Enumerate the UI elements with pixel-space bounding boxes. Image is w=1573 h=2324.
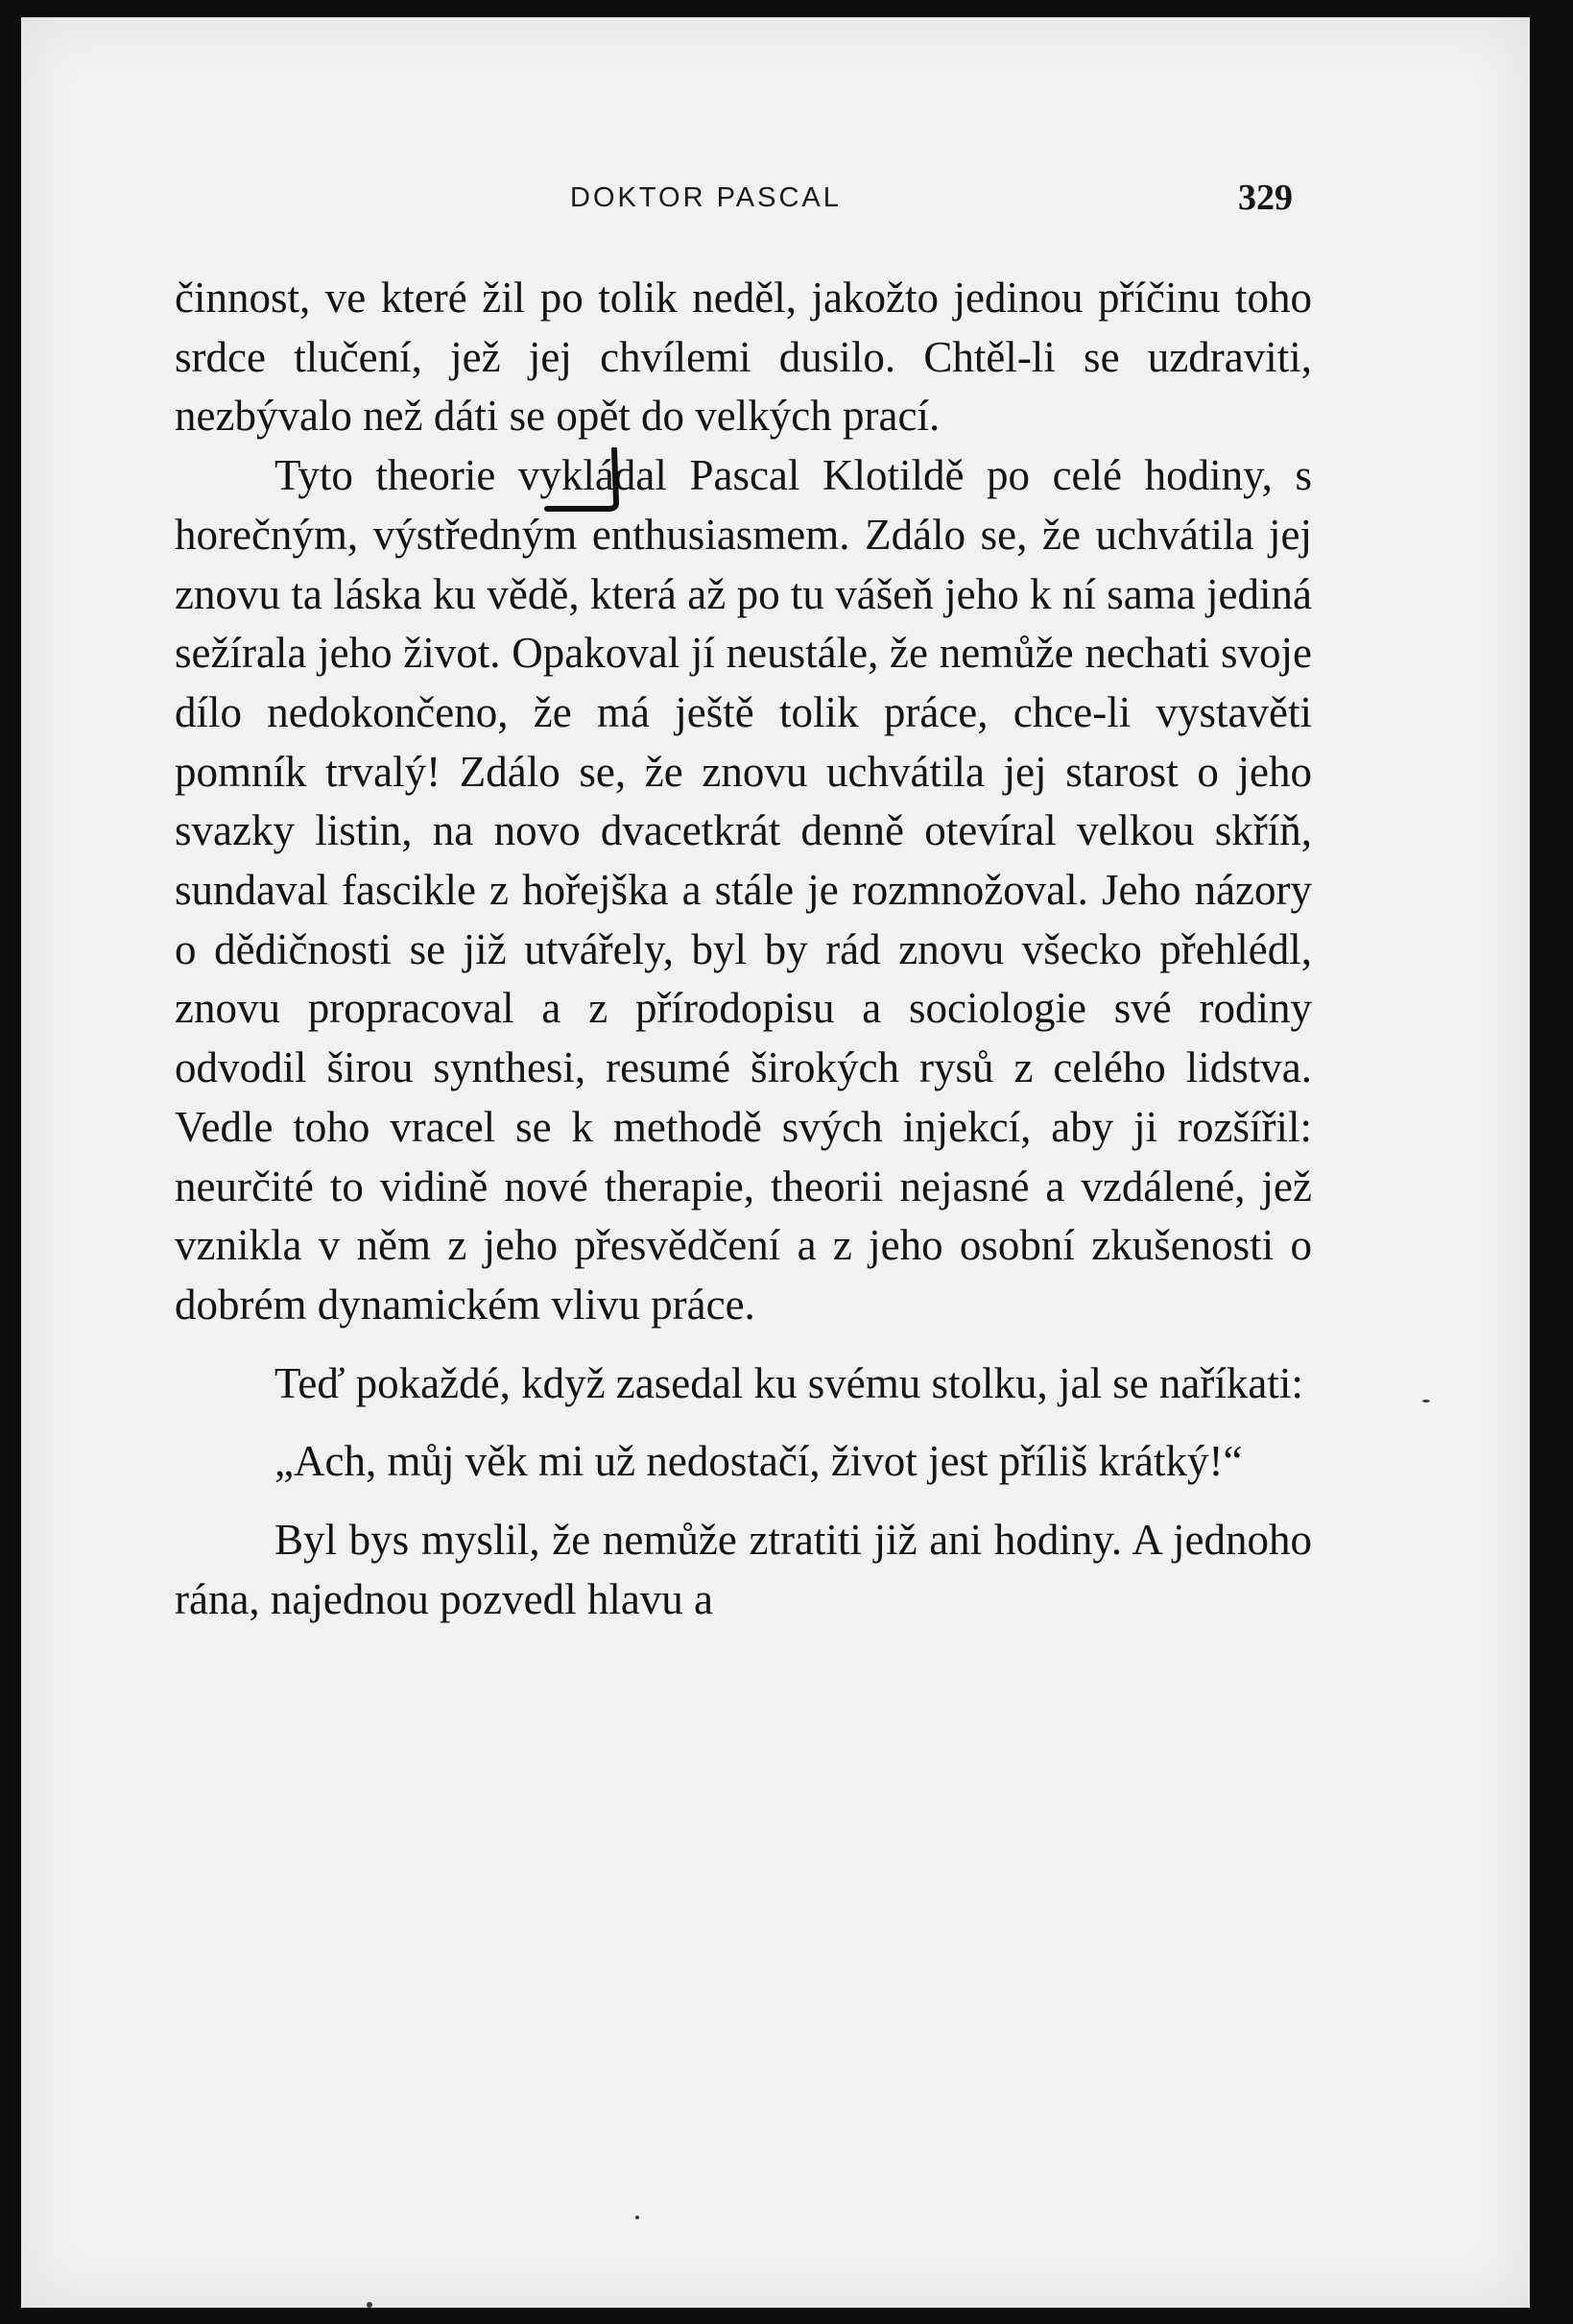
page-number: 329 <box>1238 178 1293 218</box>
book-page <box>21 17 1530 2308</box>
paragraph-quote: „Ach, můj věk mi už nedostačí, život jest příliš krátký!“ <box>274 1437 1243 1486</box>
handwritten-bracket-mark <box>539 447 626 524</box>
running-title: DOKTOR PASCAL <box>570 182 842 213</box>
body-text <box>175 269 1312 1629</box>
page-header <box>21 178 1530 230</box>
paper-speck <box>1422 1400 1430 1402</box>
paper-speck <box>635 2216 639 2219</box>
paragraph-1: činnost, ve které žil po tolik neděl, jakožto jedinou příčinu toho srdce tlučení, jež jej chvílemi dusilo. Chtěl-li se uzdraviti, nezbývalo než dáti se opět do velkých prací. <box>175 274 1312 441</box>
paragraph-5: Byl bys myslil, že nemůže ztratiti již ani hodiny. A jednoho rána, najednou pozvedl hlavu a <box>175 1516 1312 1623</box>
paragraph-2: Tyto theorie vykládal Pascal Klotildě po celé hodiny, s horečným, výstředným enthusiasmem. Zdálo se, že uchvátila jej znovu ta láska ku vědě, která až po tu vášeň jeho k ní sama jediná sežírala jeho život. Opakoval jí neustále, že nemůže nechati svoje dílo nedokončeno, že má ještě tolik práce, chce-li vystavěti pomník trvalý! Zdálo se, že znovu uchvátila jej starost o jeho svazky listin, na novo dvacetkrát denně otevíral velkou skříň, sundaval fascikle z hořejška a stále je rozmnožoval. Jeho názory o dědičnosti se již utvářely, byl by rád znovu všecko přehlédl, znovu propracoval a z přírodopisu a sociologie své rodiny odvodil širou synthesi, resumé širokých rysů z celého lidstva. Vedle toho vracel se k methodě svých injekcí, aby ji rozšířil: neurčité to vidině nové therapie, theorii nejasné a vzdálené, jež vznikla v něm z jeho přesvědčení a z jeho osobní zkušenosti o dobrém dynamickém vlivu práce. <box>175 451 1312 1329</box>
paper-speck <box>367 2302 372 2308</box>
paragraph-3: Teď pokaždé, když zasedal ku svému stolku, jal se naříkati: <box>274 1358 1303 1407</box>
